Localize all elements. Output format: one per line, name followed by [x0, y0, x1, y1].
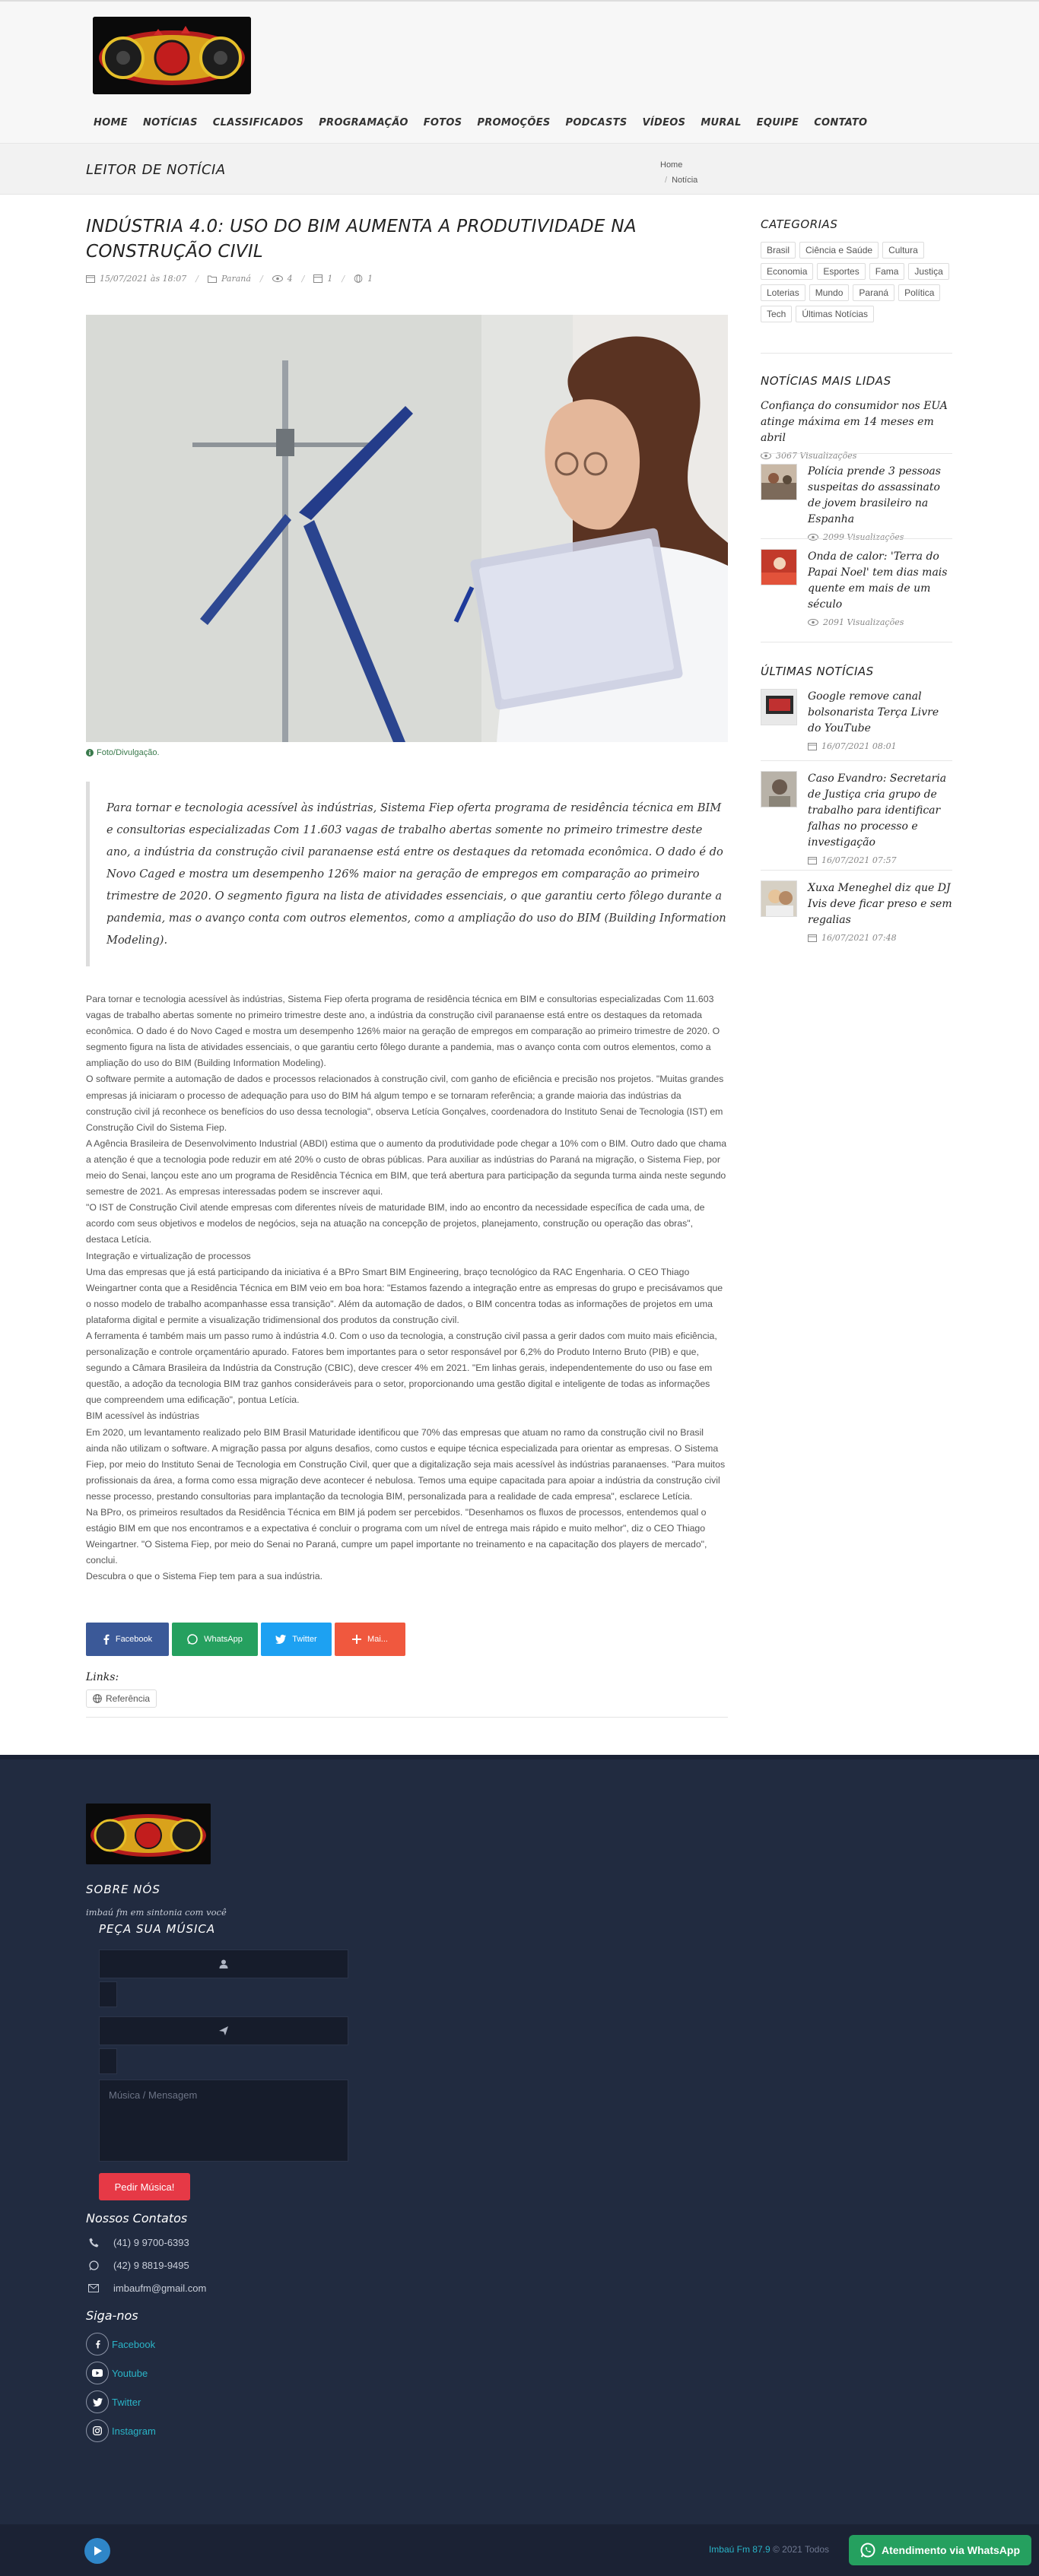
social-instagram[interactable] [86, 2419, 156, 2442]
article-paragraph: O software permite a automação de dados e processos relacionados à construção civil, com ganho de eficiência e precisão nos projetos. "Muitas grandes empresas já iniciaram o processo de adequação para uso do BIM há algum tempo e se tornaram referência; a grande maioria das indústrias da construção civil já reconhece os benefícios do uso dessa tecnologia", observa Letícia Gonçalves, coordenadora do Instituto Senai de Tecnologia (IST) em Construção Civil do Sistema Fiep. [86, 1074, 724, 1133]
news-thumbnail-image [761, 550, 797, 585]
meta-category[interactable] [208, 274, 251, 284]
eye-icon [808, 618, 818, 627]
whatsapp-icon [187, 1634, 198, 1645]
category-tag[interactable]: Política [898, 284, 940, 301]
article-subheading: BIM acessível às indústrias [86, 1410, 199, 1422]
meta-files-count: 1 [327, 274, 333, 284]
article-subheading: Integração e virtualização de processos [86, 1250, 251, 1261]
eye-icon [808, 533, 818, 541]
nav-mural[interactable]: MURAL [701, 117, 742, 128]
about-title: SOBRE NÓS [86, 1883, 160, 1896]
category-tag[interactable]: Brasil [761, 242, 796, 259]
category-tag[interactable]: Fama [869, 263, 905, 280]
latest-item [761, 771, 952, 865]
contact-whatsapp[interactable] [86, 2260, 189, 2271]
nav-equipe[interactable]: EQUIPE [756, 117, 799, 128]
contact-whatsapp-text: (42) 9 8819-9495 [113, 2260, 189, 2271]
latest-date-text: 16/07/2021 07:57 [821, 855, 897, 865]
most-read-views [808, 617, 952, 627]
category-tag[interactable]: Loterias [761, 284, 805, 301]
contact-email-text: imbaufm@gmail.com [113, 2283, 207, 2294]
nav-noticias[interactable]: NOTÍCIAS [142, 117, 198, 128]
copyright-bar [0, 2524, 1039, 2576]
archive-icon [313, 274, 323, 283]
most-read-item [761, 398, 952, 461]
social-facebook-label: Facebook [112, 2338, 156, 2350]
logo-graphic [93, 17, 251, 94]
send-icon [219, 2026, 228, 2035]
share-whatsapp-label: WhatsApp [204, 1635, 243, 1644]
article-meta [86, 274, 373, 284]
sidebar-divider [761, 453, 952, 454]
latest-thumbnail[interactable] [761, 880, 797, 917]
nav-fotos[interactable]: FOTOS [423, 117, 462, 128]
reference-link[interactable] [86, 1689, 157, 1708]
meta-separator: / [259, 274, 263, 284]
nav-contato[interactable]: CONTATO [814, 117, 868, 128]
copyright-text [709, 2544, 829, 2555]
most-read-thumbnail[interactable] [761, 464, 797, 500]
category-tag[interactable]: Esportes [817, 263, 865, 280]
article-paragraph: A Agência Brasileira de Desenvolvimento Industrial (ABDI) estima que o aumento da produtividade pode chegar a 10% com o BIM. Outro dado que chama a atenção é que a tecnologia pode reduzir em até 20% o custo de obras públicas. Para auxiliar as indústrias do Paraná na migração, o Sistema Fiep, por meio do Senai, lançou este ano um programa de Residência Técnica em BIM, que terá abertura para participação da segunda turma ainda neste segundo semestre de 2021. As empresas interessadas podem se inscrever aqui. [86, 1137, 727, 1198]
twitter-icon [93, 2398, 103, 2406]
sidebar-divider [761, 353, 952, 354]
nav-podcasts[interactable]: PODCASTS [565, 117, 628, 128]
name-input-addon [99, 1981, 117, 2007]
calendar-icon [808, 742, 817, 750]
article-paragraph: A ferramenta é também mais um passo rumo à indústria 4.0. Com o uso da tecnologia, a construção civil passa a gerir dados com muito mais eficiência, personalização e controle orçamentário apurado. Fatores bem importantes para o setor responsável por 6,2% do Produto Interno Bruto (PIB) e que, segundo a Câmara Brasileira da Indústria da Construção (CBIC), deve crescer 4% em 2021. "Em linhas gerais, independentemente do uso ou fase em questão, a adoção da tecnologia BIM traz ganhos consideráveis para o setor, proporcionando uma gestão digital e inteligente de todas as informações que compreendem uma edificação", pontua Letícia. [86, 1330, 717, 1406]
article-body [86, 991, 728, 1585]
news-thumbnail-image [761, 465, 797, 500]
latest-title-link[interactable]: Caso Evandro: Secretaria de Justiça cria grupo de trabalho para identificar falhas no processo e investigação [808, 772, 947, 849]
site-logo[interactable] [93, 17, 251, 94]
copyright-rest: © 2021 Todos [772, 2544, 829, 2555]
links-label: Links: [86, 1671, 119, 1683]
whatsapp-icon [860, 2543, 875, 2558]
calendar-icon [808, 856, 817, 864]
news-thumbnail-image [761, 772, 797, 807]
meta-category-text: Paraná [221, 274, 251, 284]
nav-videos[interactable]: VÍDEOS [642, 117, 686, 128]
categories-title: CATEGORIAS [761, 217, 838, 231]
latest-date [808, 855, 952, 865]
article-paragraph: Uma das empresas que já está participando da iniciativa é a BPro Smart BIM Engineering, braço tecnológico da RAC Engenharia. O CEO Thiago Weingartner conta que a Residência Técnica em BIM veio em boa hora: "Estamos fazendo a integração entre as empresas do grupo e precisávamos que o nosso modelo de trabalho acompanhasse essa transição". Além da automação de dados, o BIM concentra todas as informações de projetos em uma plataforma digital e permite a visualização tridimensional dos produtos da construção civil. [86, 1266, 723, 1325]
whatsapp-support-button[interactable] [849, 2535, 1031, 2565]
share-facebook-button[interactable] [86, 1623, 169, 1656]
user-icon [219, 1959, 228, 1968]
most-read-item [761, 464, 952, 542]
article-lead-quote: Para tornar e tecnologia acessível às indústrias, Sistema Fiep oferta programa de residência técnica em BIM e consultorias especializadas Com 11.603 vagas de trabalho abertas somente no primeiro trimestre deste ano, a indústria da construção civil paranaense está entre os destaques da retomada econômica. O dado é do Novo Caged e mostra um desempenho 126% maior na geração de empregos em comparação ao primeiro trimestre de 2020. O segmento figura na lista de atividades essenciais, o que garantiu certo fôlego durante a pandemia, mas o avanço conta com outros elementos, como a ampliação do uso do BIM (Building Information Modeling). [86, 782, 728, 966]
meta-date-text: 15/07/2021 às 18:07 [100, 274, 187, 284]
facebook-icon [95, 2340, 100, 2349]
latest-thumbnail[interactable] [761, 689, 797, 725]
message-textarea[interactable]: Música / Mensagem [99, 2080, 348, 2162]
radio-player-button[interactable] [84, 2538, 110, 2564]
breadcrumb [660, 157, 697, 188]
meta-separator: / [195, 274, 199, 284]
share-twitter-label: Twitter [292, 1635, 317, 1644]
meta-views-count: 4 [287, 274, 293, 284]
latest-title: ÚLTIMAS NOTÍCIAS [761, 665, 874, 678]
article-paragraph: Na BPro, os primeiros resultados da Residência Técnica em BIM já podem ser percebidos. "Desenhamos os fluxos de processos, entendemos qual o estágio BIM em que nos encontramos e a expectativa é concluir o programa com um nível de entrega mais rápido e muito melhor", diz o CEO Thiago Weingartner. "O Sistema Fiep, por meio do Senai no Paraná, cumpre um papel importante no treinamento e na capacitação dos players de mercado", conclui. [86, 1507, 707, 1566]
meta-date [86, 274, 186, 284]
latest-date [808, 933, 952, 943]
most-read-views [808, 532, 952, 542]
category-tag[interactable]: Tech [761, 306, 792, 322]
latest-title-link[interactable]: Google remove canal bolsonarista Terça Livre do YouTube [808, 690, 939, 734]
category-tag[interactable]: Justiça [908, 263, 948, 280]
twitter-icon [275, 1635, 286, 1644]
calendar-icon [808, 934, 817, 942]
article-paragraph: Em 2020, um levantamento realizado pelo BIM Brasil Maturidade identificou que 70% das empresas que atuam no ramo da construção civil no Brasil ainda não utilizam o software. A migração passa por alguns desafios, como custos e equipe técnica especializada para orientar as empresas. O Sistema Fiep, por meio do Instituto Senai de Tecnologia em Construção Civil, quer que a digitalização seja mais acessível às indústrias paranaenses. "Para muitos profissionais da área, a forma como essa migração deve acontecer é nebulosa. Temos uma equipe capacitada para apoiar a indústria da construção civil nesse processo, prestando consultorias para implantação da tecnologia BIM, personalizada para a realidade de cada empresa", esclarece Letícia. [86, 1426, 726, 1502]
meta-views [272, 274, 293, 284]
folder-icon [208, 274, 217, 283]
youtube-icon [92, 2369, 103, 2377]
envelope-icon [88, 2284, 99, 2292]
latest-thumbnail[interactable] [761, 771, 797, 807]
contact-phone[interactable] [86, 2237, 189, 2248]
meta-separator: / [342, 274, 345, 284]
facebook-icon [103, 1634, 110, 1645]
category-tag[interactable]: Últimas Notícias [796, 306, 874, 322]
social-facebook[interactable] [86, 2333, 155, 2356]
most-read-views-text: 2091 Visualizações [823, 617, 904, 627]
footer-logo[interactable] [86, 1804, 211, 1864]
play-icon [91, 2545, 103, 2557]
site-header [0, 2, 1039, 143]
share-more-button[interactable] [335, 1623, 405, 1656]
article-paragraph: Para tornar e tecnologia acessível às indústrias, Sistema Fiep oferta programa de residência técnica em BIM e consultorias especializadas Com 11.603 vagas de trabalho abertas somente no primeiro trimestre deste ano, a indústria da construção civil paranaense está entre os destaques da retomada econômica. O dado é do Novo Caged e mostra um desempenho 126% maior na geração de empregos em comparação ao primeiro trimestre de 2020. O segmento figura na lista de atividades essenciais, o que garantiu certo fôlego durante a pandemia, mas o avanço conta com outros elementos, como a ampliação do uso do BIM (Building Information Modeling). [86, 994, 720, 1069]
info-icon [86, 749, 94, 757]
meta-separator: / [301, 274, 305, 284]
instagram-icon [93, 2426, 102, 2435]
phone-input[interactable] [99, 2016, 348, 2045]
copyright-brand[interactable]: Imbaú Fm 87.9 [708, 2544, 771, 2555]
photo-caption [86, 748, 160, 757]
page-header [0, 143, 1039, 195]
page-title: LEITOR DE NOTÍCIA [86, 162, 226, 178]
social-youtube[interactable] [86, 2362, 148, 2384]
latest-date-text: 16/07/2021 08:01 [821, 741, 897, 751]
breadcrumb-current: Notícia [672, 176, 698, 185]
photo-caption-text: Foto/Divulgação. [97, 748, 160, 757]
nav-classificados[interactable]: CLASSIFICADOS [212, 117, 304, 128]
whatsapp-icon [89, 2260, 99, 2270]
social-twitter[interactable] [86, 2390, 141, 2413]
news-thumbnail-image [761, 690, 797, 725]
footer-logo-graphic [86, 1804, 211, 1864]
name-input[interactable] [99, 1949, 348, 1978]
categories-list [761, 242, 952, 322]
category-tag[interactable]: Mundo [809, 284, 850, 301]
nav-promocoes[interactable]: PROMOÇÕES [477, 117, 551, 128]
most-read-views-text: 2099 Visualizações [823, 532, 904, 542]
main-nav [86, 113, 875, 133]
whatsapp-support-label: Atendimento via WhatsApp [881, 2544, 1020, 2556]
plus-icon [352, 1635, 361, 1644]
calendar-icon [86, 274, 95, 283]
about-text: imbaú fm em sintonia com você [86, 1907, 227, 1918]
article-photo-image [86, 315, 728, 742]
category-tag[interactable]: Economia [761, 263, 813, 280]
most-read-title-link[interactable]: Confiança do consumidor nos EUA atinge máxima em 14 meses em abril [761, 400, 948, 444]
social-title: Siga-nos [86, 2308, 138, 2323]
contact-email[interactable] [86, 2283, 206, 2294]
latest-title-link[interactable]: Xuxa Meneghel diz que DJ Ivis deve ficar preso e sem regalias [808, 882, 952, 926]
most-read-views [761, 451, 952, 461]
most-read-title: NOTÍCIAS MAIS LIDAS [761, 374, 891, 388]
most-read-item [761, 549, 952, 627]
meta-globe-count: 1 [367, 274, 373, 284]
nav-home[interactable]: HOME [94, 117, 128, 128]
latest-item [761, 880, 952, 943]
news-thumbnail-image [761, 881, 797, 917]
share-more-label: Mai... [367, 1635, 388, 1644]
phone-input-addon [99, 2048, 117, 2074]
article-title: INDÚSTRIA 4.0: USO DO BIM AUMENTA A PRODUTIVIDADE NA CONSTRUÇÃO CIVIL [86, 217, 637, 262]
share-whatsapp-button[interactable] [172, 1623, 258, 1656]
article-divider [86, 1717, 728, 1718]
meta-files [313, 274, 332, 284]
social-youtube-label: Youtube [112, 2367, 148, 2379]
most-read-title-link[interactable]: Onda de calor: 'Terra do Papai Noel' tem dias mais quente em mais de um século [808, 550, 948, 611]
site-footer [0, 1755, 1039, 2524]
nav-programacao[interactable]: PROGRAMAÇÃO [319, 117, 408, 128]
latest-date [808, 741, 952, 751]
category-tag[interactable]: Cultura [882, 242, 924, 259]
eye-icon [272, 274, 283, 283]
share-buttons [86, 1623, 405, 1656]
contact-phone-text: (41) 9 9700-6393 [113, 2237, 189, 2248]
sidebar-divider [761, 538, 952, 539]
breadcrumb-separator: / [665, 176, 668, 185]
category-tag[interactable]: Ciência e Saúde [799, 242, 879, 259]
most-read-thumbnail[interactable] [761, 549, 797, 585]
latest-item [761, 689, 952, 751]
meta-globe [354, 274, 373, 284]
request-title: PEÇA SUA MÚSICA [99, 1922, 216, 1936]
share-facebook-label: Facebook [115, 1635, 153, 1644]
breadcrumb-home[interactable]: Home [660, 160, 683, 170]
article-photo [86, 315, 728, 742]
most-read-views-text: 3067 Visualizações [776, 451, 857, 461]
contacts-title: Nossos Contatos [86, 2211, 188, 2225]
sidebar-divider [761, 760, 952, 761]
request-song-button[interactable]: Pedir Música! [99, 2173, 190, 2200]
globe-icon [354, 274, 363, 283]
globe-icon [93, 1694, 102, 1703]
category-tag[interactable]: Paraná [853, 284, 894, 301]
article-paragraph: Descubra o que o Sistema Fiep tem para a sua indústria. [86, 1571, 323, 1582]
phone-icon [89, 2238, 99, 2248]
latest-date-text: 16/07/2021 07:48 [821, 933, 897, 943]
social-instagram-label: Instagram [112, 2425, 156, 2437]
main-content [0, 195, 1039, 1755]
reference-link-label: Referência [106, 1693, 151, 1704]
share-twitter-button[interactable] [261, 1623, 332, 1656]
most-read-title-link[interactable]: Polícia prende 3 pessoas suspeitas do assassinato de jovem brasileiro na Espanha [808, 465, 941, 525]
social-twitter-label: Twitter [112, 2396, 141, 2408]
article-paragraph: "O IST de Construção Civil atende empresas com diferentes níveis de maturidade BIM, indo ao encontro da necessidade específica de cada uma, de acordo com seus objetivos e modelos de negócios, seja na atuação na concepção de projetos, planejamento, construção ou operação das obras", destaca Letícia. [86, 1202, 705, 1245]
sidebar-divider [761, 870, 952, 871]
